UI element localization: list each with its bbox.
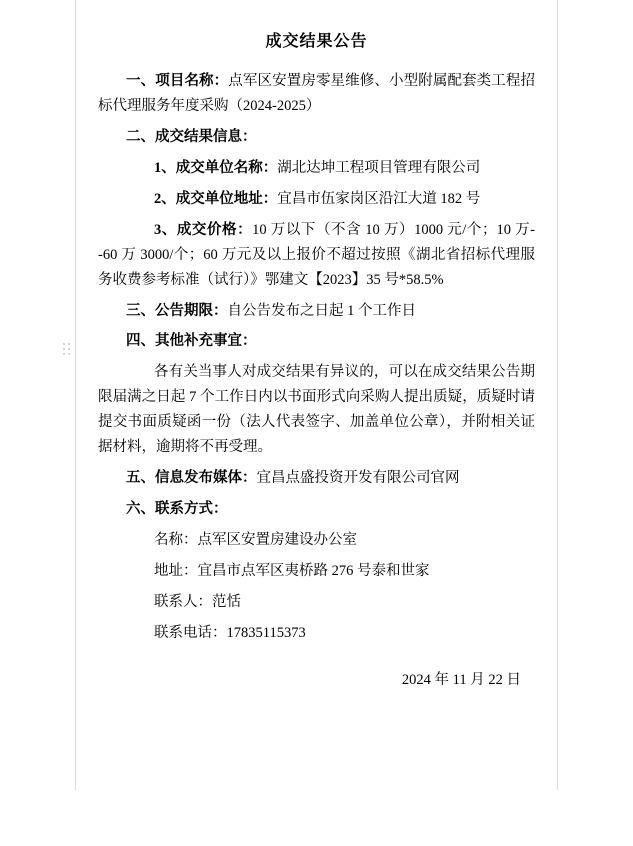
contact-item-person <box>98 590 535 615</box>
section-text: 点军区安置房零星维修、小型附属配套类工程招标代理服务年度采购（2024-2025） <box>98 73 536 114</box>
item-label: 联系电话： <box>154 624 227 641</box>
section-label: 三、公告期限： <box>126 302 228 319</box>
item-label: 3、成交价格： <box>154 221 253 238</box>
section-text: 自公告发布之日起 1 个工作日 <box>227 302 416 319</box>
dot <box>68 348 70 350</box>
section-result-info-heading <box>98 125 535 150</box>
section-label: 六、联系方式： <box>126 501 228 518</box>
section-notice-period <box>98 299 535 324</box>
document-page <box>75 0 558 790</box>
section-contact-heading <box>98 497 535 522</box>
contact-item-name <box>98 528 535 553</box>
contact-item-address <box>98 559 535 584</box>
item-text: 10 万以下（不含 10 万）1000 元/个；10 万--60 万 3000/个；60 万元及以上报价不超过按照《湖北省招标代理服务收费参考标准（试行）》鄂建文【2023】35 号*58.5% <box>98 221 536 288</box>
section-supplementary-heading <box>98 329 535 354</box>
result-item-company-name <box>98 156 535 181</box>
section-label: 二、成交结果信息： <box>126 128 257 145</box>
item-text: 湖北达坤工程项目管理有限公司 <box>277 159 481 176</box>
section-label: 五、信息发布媒体： <box>126 470 257 487</box>
item-text: 17835115373 <box>226 624 306 641</box>
page-title: 成交结果公告 <box>265 33 368 50</box>
section-label: 四、其他补充事宜： <box>126 333 257 350</box>
section-supplementary-text: 各有关当事人对成交结果有异议的，可以在成交结果公告期限届满之日起 7 个工作日内以书面形式向采购人提出质疑，质疑时请提交书面质疑函一份（法人代表签字、加盖单位公章），并附相关证据材料，逾期将不再受理。 <box>98 364 535 456</box>
result-item-company-address <box>98 187 535 212</box>
item-label: 2、成交单位地址： <box>154 190 278 207</box>
dot <box>63 353 65 355</box>
section-media <box>98 466 535 491</box>
dot <box>68 353 70 355</box>
item-label: 联系人： <box>154 593 212 610</box>
item-text: 点军区安置房建设办公室 <box>197 532 357 548</box>
dot <box>63 343 65 345</box>
document-content <box>76 0 557 693</box>
item-text: 宜昌市点军区夷桥路 276 号泰和世家 <box>197 562 430 579</box>
section-label: 一、项目名称： <box>126 73 229 89</box>
item-text: 宜昌市伍家岗区沿江大道 182 号 <box>277 190 481 207</box>
item-label: 1、成交单位名称： <box>154 159 278 176</box>
item-label: 名称： <box>154 532 198 548</box>
dot <box>63 348 65 350</box>
section-project-name <box>98 69 535 119</box>
dot <box>68 343 70 345</box>
contact-item-phone <box>98 621 535 646</box>
item-label: 地址： <box>154 562 198 579</box>
drag-handle-icon[interactable] <box>63 343 72 359</box>
document-date: 2024 年 11 月 22 日 <box>401 671 521 688</box>
result-item-price <box>98 218 535 293</box>
section-text: 宜昌点盛投资开发有限公司官网 <box>256 470 460 487</box>
item-text: 范恬 <box>212 593 241 610</box>
